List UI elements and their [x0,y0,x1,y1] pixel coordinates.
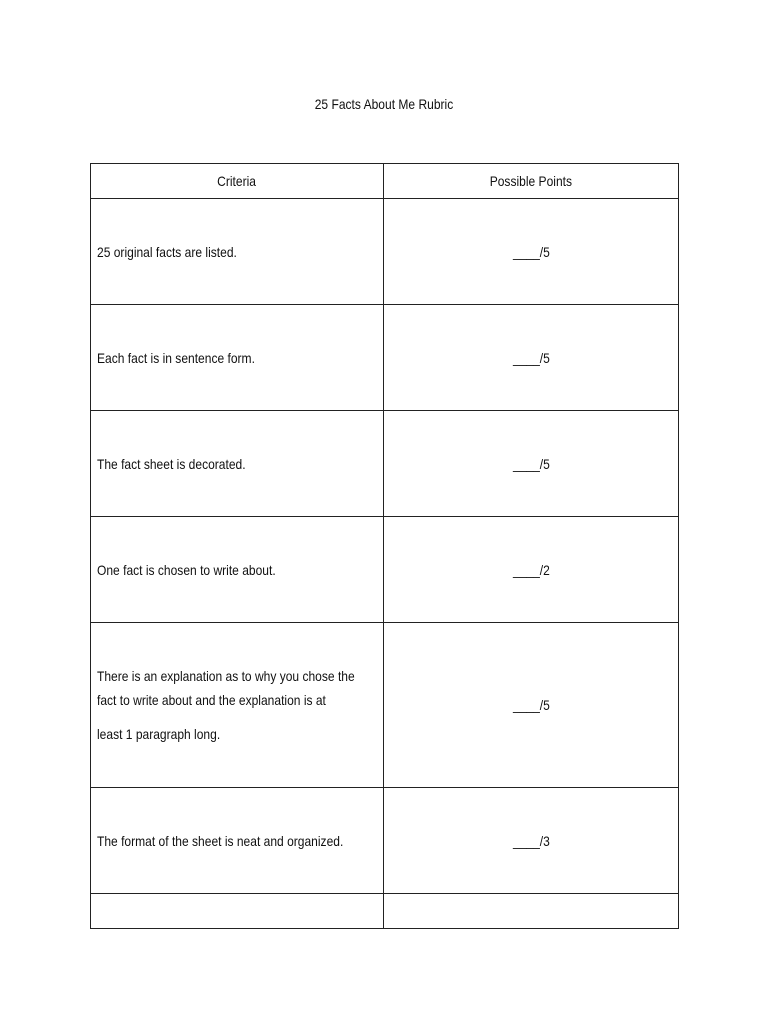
criteria-cell [91,411,384,517]
points-header-label: Possible Points [489,173,573,189]
criteria-cell [91,623,384,788]
points-header [384,164,679,199]
criteria-line: fact to write about and the explanation is at [97,692,326,708]
table-row [91,199,679,305]
empty-criteria-cell [91,894,384,929]
criteria-header-label: Criteria [217,173,257,189]
criteria-text: The format of the sheet is neat and organized. [97,832,344,849]
points-cell [384,411,679,517]
criteria-line: least 1 paragraph long. [97,726,221,742]
points-cell [384,305,679,411]
rubric-table [90,163,679,929]
criteria-text-multiline [97,664,355,746]
criteria-text: The fact sheet is decorated. [97,455,246,472]
points-cell [384,623,679,788]
table-row [91,517,679,623]
points-text: ____/5 [512,455,550,472]
criteria-cell [91,305,384,411]
empty-points-cell [384,894,679,929]
empty-table-row [91,894,679,929]
criteria-text: 25 original facts are listed. [97,243,237,260]
criteria-cell [91,199,384,305]
points-text: ____/5 [512,243,550,260]
table-row [91,305,679,411]
table-row [91,623,679,788]
points-text: ____/5 [512,697,550,713]
points-cell [384,199,679,305]
criteria-text: Each fact is in sentence form. [97,349,255,366]
criteria-cell [91,517,384,623]
points-text: ____/3 [512,832,550,849]
criteria-line: There is an explanation as to why you chose the [97,668,355,684]
table-row [91,788,679,894]
criteria-cell [91,788,384,894]
page-title: 25 Facts About Me Rubric [314,96,454,112]
table-header-row [91,164,679,199]
criteria-text: One fact is chosen to write about. [97,561,276,578]
criteria-header [91,164,384,199]
points-cell [384,517,679,623]
points-text: ____/2 [512,561,550,578]
table-row [91,411,679,517]
points-cell [384,788,679,894]
points-text: ____/5 [512,349,550,366]
